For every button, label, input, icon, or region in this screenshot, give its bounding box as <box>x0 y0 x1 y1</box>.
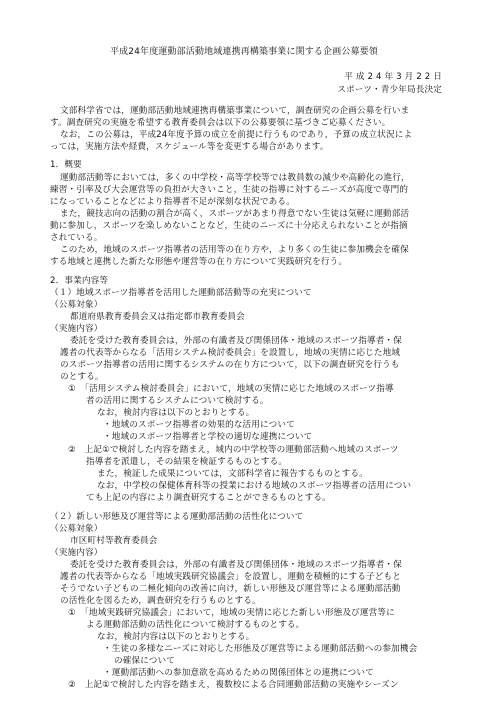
section-1-line: されている。 <box>50 233 103 243</box>
item-line: 者の活用に関するシステムについて検討する。 <box>86 396 269 406</box>
item-line: ても上記の内容により調査研究することができるものとする。 <box>86 493 331 503</box>
subsection-1-heading: （１）地域スポーツ指導者を活用した運動部活動等の充実について <box>50 288 312 298</box>
section-1-line: する地域と連携した新たな形態や運営等の在り方について実践研究を行う。 <box>50 257 348 267</box>
item-line: なお，中学校の保健体育科等の授業における地域のスポーツ指導者の活用につい <box>97 481 412 491</box>
document-title: 平成24年度運動部活動地域連携再構築事業に関する企画公募要領 <box>110 47 378 57</box>
intro-line: なお，この公募は，平成24年度予算の成立を前提に行うものであり，予算の成立状況によ <box>60 130 413 140</box>
target-value: 市区町村等教育委員会 <box>70 536 158 546</box>
content-line: 護者の代表等からなる「活用システム検討委員会」を設置し，地域の実情に応じた地域 <box>60 348 401 358</box>
content-line: のスポーツ指導者の活用に関するシステムの在り方について，以下の調査研究を行うも <box>60 360 400 370</box>
intro-line: す。調査研究の実施を希望する教育委員会は以下の公募要領に基づきご応募ください。 <box>50 118 391 128</box>
section-1-line: 動に参加し，スポーツを楽しめないことなど，生徒のニーズに十分応えられないことが指摘 <box>50 221 408 231</box>
content-label: （実施内容） <box>50 548 103 558</box>
item-line: ・地域のスポーツ指導者と学校の適切な連携について <box>103 432 313 442</box>
content-label: （実施内容） <box>50 324 103 334</box>
section-1-line: このため，地域のスポーツ指導者の活用等の在り方や，より多くの生徒に参加機会を確保 <box>60 245 409 255</box>
item-line: ・運動部活動への参加意欲を高めるための関係団体との連携について <box>103 668 374 678</box>
section-2-heading: 2．事業内容等 <box>50 276 109 286</box>
item-line: 指導者を派遣し，その結果を検証するものとする。 <box>86 457 288 467</box>
item-line: ② 上記①で検討した内容を踏まえ，域内の中学校等の運動部活動へ地域のスポーツ <box>68 445 399 455</box>
document-issuer: スポーツ・青少年局長決定 <box>337 85 442 95</box>
item-line: なお，検討内容は以下のとおりとする。 <box>97 408 255 418</box>
intro-line: っては，実施方法や経費，スケジュール等を変更する場合があります。 <box>50 142 329 152</box>
section-1-line: 練習・引率及び大会運営等の負担が大きいこと，生徒の指導に対するニーズが高度で専門的 <box>50 185 409 195</box>
item-line: なお，検討内容は以下のとおりとする。 <box>97 632 255 642</box>
content-line: 委託を受けた教育委員会は，外部の有識者及び関係団体・地域のスポーツ指導者・保 <box>70 560 402 570</box>
content-line: そうでない子どもの二極化傾向の改善に向け，新しい形態及び運営等による運動部活動 <box>60 584 401 594</box>
content-line: 護者の代表等からなる「地域実践研究協議会」を設置し，運動を積極的にする子どもと <box>60 572 402 582</box>
section-1-line: また，競技志向の活動の割合が高く，スポーツがあまり得意でない生徒は気軽に運動部活 <box>60 209 410 219</box>
item-line: よる運動部活動の活性化について検討するものとする。 <box>86 620 305 630</box>
section-1-line: 運動部活動等においては，多くの中学校・高等学校等では教員数の減少や高齢化の進行， <box>60 173 410 183</box>
subsection-2-heading: （２）新しい形態及び運営等による運動部活動の活性化について <box>50 512 304 522</box>
content-line: 委託を受けた教育委員会は，外部の有識者及び関係団体・地域のスポーツ指導者・保 <box>70 336 402 346</box>
content-line: のとする。 <box>60 372 104 382</box>
item-line: ・地域のスポーツ指導者の効果的な活用について <box>103 420 295 430</box>
item-line: ② 上記①で検討した内容を踏まえ，複数校による合同運動部活動の実施やシーズン <box>68 680 399 690</box>
target-label: （公募対象） <box>50 524 103 534</box>
section-1-heading: 1．概要 <box>50 160 82 170</box>
document-date: 平 成 2 4 年 3 月 2 2 日 <box>344 72 442 82</box>
target-value: 都道府県教育委員会又は指定都市教育委員会 <box>70 312 245 322</box>
content-line: の活性化を図るため，調査研究を行うものとする。 <box>60 596 261 606</box>
item-line: ① 「活用システム検討委員会」において，地域の実情に応じた地域のスポーツ指導 <box>68 384 394 394</box>
intro-line: 文部科学省では，運動部活動地域連携再構築事業について，調査研究の企画公募を行いま <box>60 106 410 116</box>
item-line: ① 「地域実践研究協議会」において，地域の実情に応じた新しい形態及び運営等に <box>68 608 395 618</box>
section-1-line: になっていることなどにより指導者不足が深刻な状況である。 <box>50 197 295 207</box>
item-line: また，検証した成果については，文部科学省に報告するものとする。 <box>97 469 368 479</box>
item-line: ・生徒の多様なニーズに対応した形態及び運営等による運動部活動への参加機会 <box>103 644 418 654</box>
item-line: の確保について <box>114 656 176 666</box>
target-label: （公募対象） <box>50 300 103 310</box>
